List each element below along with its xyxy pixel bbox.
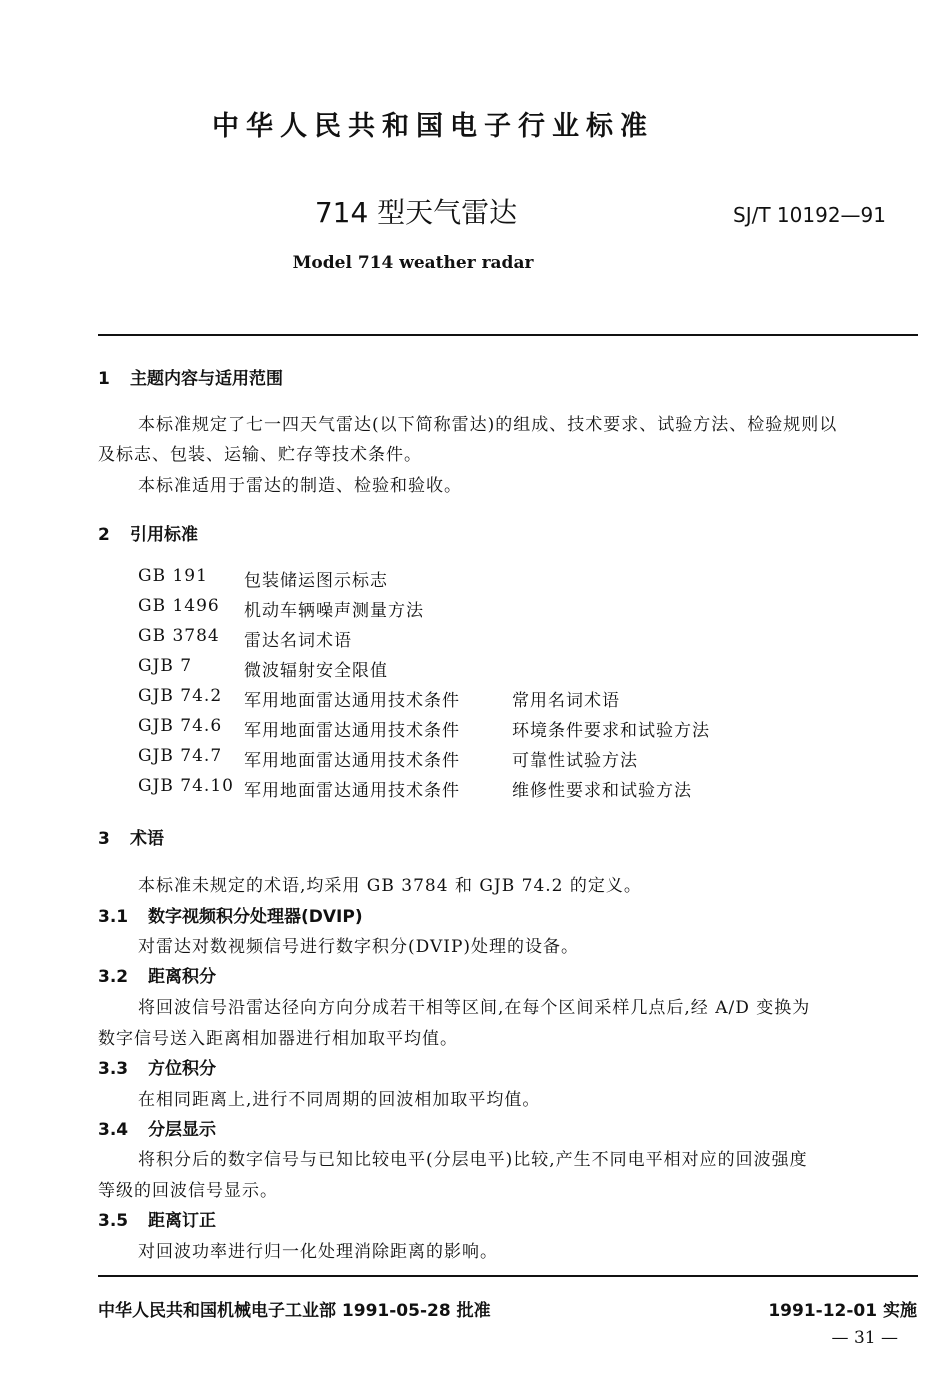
reference-subtitle: 可靠性试验方法 — [512, 751, 638, 771]
standard-title: 中华人民共和国电子行业标准 — [212, 111, 654, 142]
reference-title: 包装储运图示标志 — [244, 571, 388, 591]
term-title: 分层显示 — [148, 1120, 216, 1140]
term-number: 3.2 — [98, 967, 129, 987]
reference-subtitle: 维修性要求和试验方法 — [512, 781, 692, 801]
paragraph-line: 等级的回波信号显示。 — [98, 1181, 278, 1201]
paragraph-line: 对雷达对数视频信号进行数字积分(DVIP)处理的设备。 — [138, 937, 580, 957]
section-number: 1 — [98, 369, 110, 389]
term-title: 数字视频积分处理器(DVIP) — [148, 907, 363, 927]
reference-title: 军用地面雷达通用技术条件 — [244, 721, 460, 741]
reference-title: 微波辐射安全限值 — [244, 661, 388, 681]
term-number: 3.1 — [98, 907, 129, 927]
reference-code: GB 191 — [138, 566, 208, 586]
paragraph-line: 数字信号送入距离相加器进行相加取平均值。 — [98, 1029, 458, 1049]
reference-subtitle: 常用名词术语 — [512, 691, 620, 711]
term-title: 方位积分 — [148, 1059, 216, 1079]
paragraph-line: 本标准规定了七一四天气雷达(以下简称雷达)的组成、技术要求、试验方法、检验规则以 — [138, 415, 838, 435]
reference-code: GB 3784 — [138, 626, 220, 646]
document-title-english: Model 714 weather radar — [292, 253, 534, 273]
effective-date: 1991-12-01 实施 — [768, 1301, 917, 1321]
approval-statement: 中华人民共和国机械电子工业部 1991-05-28 批准 — [98, 1301, 491, 1321]
section-title: 引用标准 — [130, 525, 198, 545]
section-1-heading — [98, 364, 283, 389]
reference-code: GB 1496 — [138, 596, 220, 616]
reference-title: 机动车辆噪声测量方法 — [244, 601, 424, 621]
footer-divider — [98, 1275, 918, 1277]
term-heading — [98, 1115, 216, 1140]
reference-code: GJB 7 — [138, 656, 193, 676]
reference-title: 军用地面雷达通用技术条件 — [244, 781, 460, 801]
term-heading — [98, 962, 216, 987]
paragraph-line: 将回波信号沿雷达径向方向分成若干相等区间,在每个区间采样几点后,经 A/D 变换为 — [138, 998, 811, 1018]
reference-code: GJB 74.7 — [138, 746, 223, 766]
paragraph-line: 在相同距离上,进行不同周期的回波相加取平均值。 — [138, 1090, 541, 1110]
paragraph-line: 将积分后的数字信号与已知比较电平(分层电平)比较,产生不同电平相对应的回波强度 — [138, 1150, 808, 1170]
term-title: 距离积分 — [148, 967, 216, 987]
reference-title: 军用地面雷达通用技术条件 — [244, 691, 460, 711]
reference-subtitle: 环境条件要求和试验方法 — [512, 721, 710, 741]
reference-code: GJB 74.6 — [138, 716, 223, 736]
section-3-heading — [98, 824, 164, 849]
section-title: 主题内容与适用范围 — [130, 369, 283, 389]
document-code: SJ/T 10192—91 — [733, 203, 886, 227]
term-heading — [98, 902, 363, 927]
paragraph-line: 本标准适用于雷达的制造、检验和验收。 — [138, 476, 462, 496]
section-title: 术语 — [130, 829, 164, 849]
reference-code: GJB 74.2 — [138, 686, 223, 706]
paragraph-line: 及标志、包装、运输、贮存等技术条件。 — [98, 445, 422, 465]
term-heading — [98, 1054, 216, 1079]
reference-title: 雷达名词术语 — [244, 631, 352, 651]
term-title: 距离订正 — [148, 1211, 216, 1231]
section-2-heading — [98, 520, 198, 545]
term-number: 3.5 — [98, 1211, 129, 1231]
paragraph-line: 对回波功率进行归一化处理消除距离的影响。 — [138, 1242, 498, 1262]
paragraph-line: 本标准未规定的术语,均采用 GB 3784 和 GJB 74.2 的定义。 — [138, 876, 642, 896]
reference-code: GJB 74.10 — [138, 776, 234, 796]
section-number: 3 — [98, 829, 110, 849]
header-divider — [98, 334, 918, 336]
reference-title: 军用地面雷达通用技术条件 — [244, 751, 460, 771]
document-title: 714 型天气雷达 — [314, 196, 518, 229]
section-number: 2 — [98, 525, 110, 545]
term-heading — [98, 1206, 216, 1231]
page-number: — 31 — — [831, 1328, 898, 1348]
term-number: 3.3 — [98, 1059, 129, 1079]
term-number: 3.4 — [98, 1120, 129, 1140]
